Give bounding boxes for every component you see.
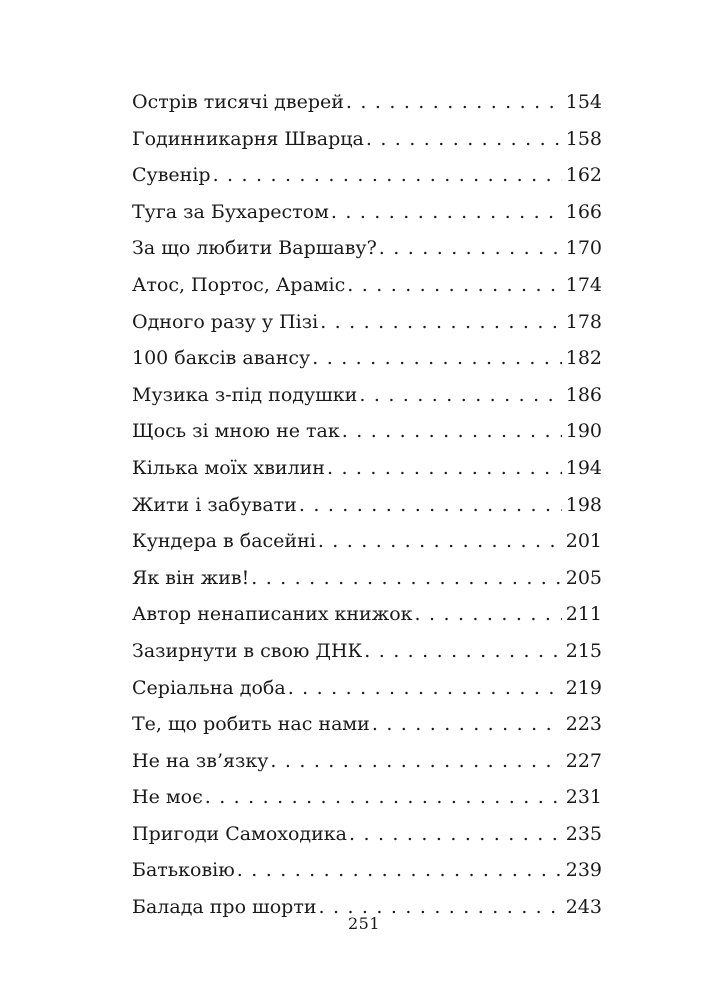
toc-entry-title: Острів тисячі дверей xyxy=(132,91,344,113)
toc-entry xyxy=(132,487,602,524)
dot-leader xyxy=(270,743,561,780)
page-number: 251 xyxy=(347,914,381,933)
toc-entry-title: Балада про шорти xyxy=(132,896,317,919)
toc-entry-page: 243 xyxy=(565,896,602,919)
toc-entry-title: Як він жив! xyxy=(132,566,250,589)
toc-entry-title: Пригоди Самоходика xyxy=(132,822,347,845)
toc-entry-title: Жити і забувати xyxy=(132,493,297,516)
toc-entry-page: 186 xyxy=(565,383,602,406)
toc-entry-title: Серіальна доба xyxy=(132,676,286,699)
toc-entry-title: Автор ненаписаних книжок xyxy=(132,603,413,626)
toc-entry-page: 190 xyxy=(565,420,602,443)
toc-entry-page: 154 xyxy=(565,91,602,113)
dot-leader xyxy=(312,340,561,377)
toc-entry-page: 162 xyxy=(565,164,602,187)
toc-entry-title: Кілька моїх хвилин xyxy=(132,456,325,479)
dot-leader xyxy=(379,230,562,267)
toc-entry-page: 198 xyxy=(565,493,602,516)
toc-entry xyxy=(132,633,602,670)
dot-leader xyxy=(320,304,562,341)
toc-entry-page: 223 xyxy=(565,713,602,736)
toc-entry-page: 219 xyxy=(565,676,602,699)
toc-entry xyxy=(132,816,602,853)
table-of-contents xyxy=(132,84,602,926)
toc-entry xyxy=(132,304,602,341)
toc-entry-title: За що любити Варшаву? xyxy=(132,237,377,260)
toc-entry-page: 158 xyxy=(565,127,602,150)
dot-leader xyxy=(237,852,562,889)
dot-leader xyxy=(288,670,562,707)
toc-entry xyxy=(132,670,602,707)
toc-entry-page: 201 xyxy=(565,530,602,553)
toc-entry-title: Те, що робить нас нами xyxy=(132,713,370,736)
toc-entry xyxy=(132,230,602,267)
toc-entry-page: 178 xyxy=(565,310,602,333)
dot-leader xyxy=(372,706,562,743)
toc-entry-title: 100 баксів авансу xyxy=(132,347,311,370)
toc-entry xyxy=(132,743,602,780)
dot-leader xyxy=(349,816,562,853)
toc-entry-page: 231 xyxy=(565,786,602,809)
toc-entry-title: Батьковію xyxy=(132,859,235,882)
toc-entry-title: Одного разу у Пізі xyxy=(132,310,319,333)
toc-entry-page: 215 xyxy=(565,639,602,662)
toc-entry xyxy=(132,413,602,450)
toc-entry-page: 239 xyxy=(565,859,602,882)
toc-entry-page: 227 xyxy=(565,749,602,772)
toc-entry-title: Не на зв’язку xyxy=(132,749,269,772)
dot-leader xyxy=(364,633,562,670)
toc-entry xyxy=(132,267,602,304)
toc-entry xyxy=(132,121,602,158)
toc-entry-page: 170 xyxy=(565,237,602,260)
dot-leader xyxy=(347,267,561,304)
toc-entry xyxy=(132,157,602,194)
toc-entry-page: 194 xyxy=(565,456,602,479)
toc-entry-page: 166 xyxy=(565,200,602,223)
toc-entry-title: Зазирнути в свою ДНК xyxy=(132,639,363,662)
dot-leader xyxy=(318,523,562,560)
toc-entry-page: 235 xyxy=(565,822,602,845)
toc-entry xyxy=(132,852,602,889)
dot-leader xyxy=(346,84,562,121)
toc-entry xyxy=(132,560,602,597)
toc-entry xyxy=(132,84,602,121)
dot-leader xyxy=(205,779,562,816)
dot-leader xyxy=(327,450,562,487)
toc-entry-title: Не моє xyxy=(132,786,203,809)
toc-entry-title: Годинникарня Шварца xyxy=(132,127,364,150)
toc-entry-page: 211 xyxy=(565,603,602,626)
dot-leader xyxy=(415,596,562,633)
toc-entry-page: 182 xyxy=(565,347,602,370)
toc-entry xyxy=(132,523,602,560)
toc-entry-title: Щось зі мною не так xyxy=(132,420,340,443)
dot-leader xyxy=(359,377,561,414)
toc-entry xyxy=(132,450,602,487)
toc-entry-title: Туга за Бухарестом xyxy=(132,200,329,223)
toc-entry-title: Музика з-під подушки xyxy=(132,383,358,406)
toc-entry-title: Кундера в басейні xyxy=(132,530,316,553)
dot-leader xyxy=(342,413,562,450)
toc-entry-title: Сувенір xyxy=(132,164,211,187)
dot-leader xyxy=(331,194,562,231)
dot-leader xyxy=(213,157,562,194)
toc-entry xyxy=(132,706,602,743)
dot-leader xyxy=(366,121,562,158)
toc-entry-page: 205 xyxy=(565,566,602,589)
toc-entry xyxy=(132,194,602,231)
dot-leader xyxy=(251,560,562,597)
toc-entry xyxy=(132,377,602,414)
toc-entry xyxy=(132,779,602,816)
toc-entry-title: Атос, Портос, Араміс xyxy=(132,273,346,296)
toc-entry xyxy=(132,596,602,633)
toc-entry xyxy=(132,340,602,377)
toc-entry-page: 174 xyxy=(565,273,602,296)
dot-leader xyxy=(299,487,562,524)
